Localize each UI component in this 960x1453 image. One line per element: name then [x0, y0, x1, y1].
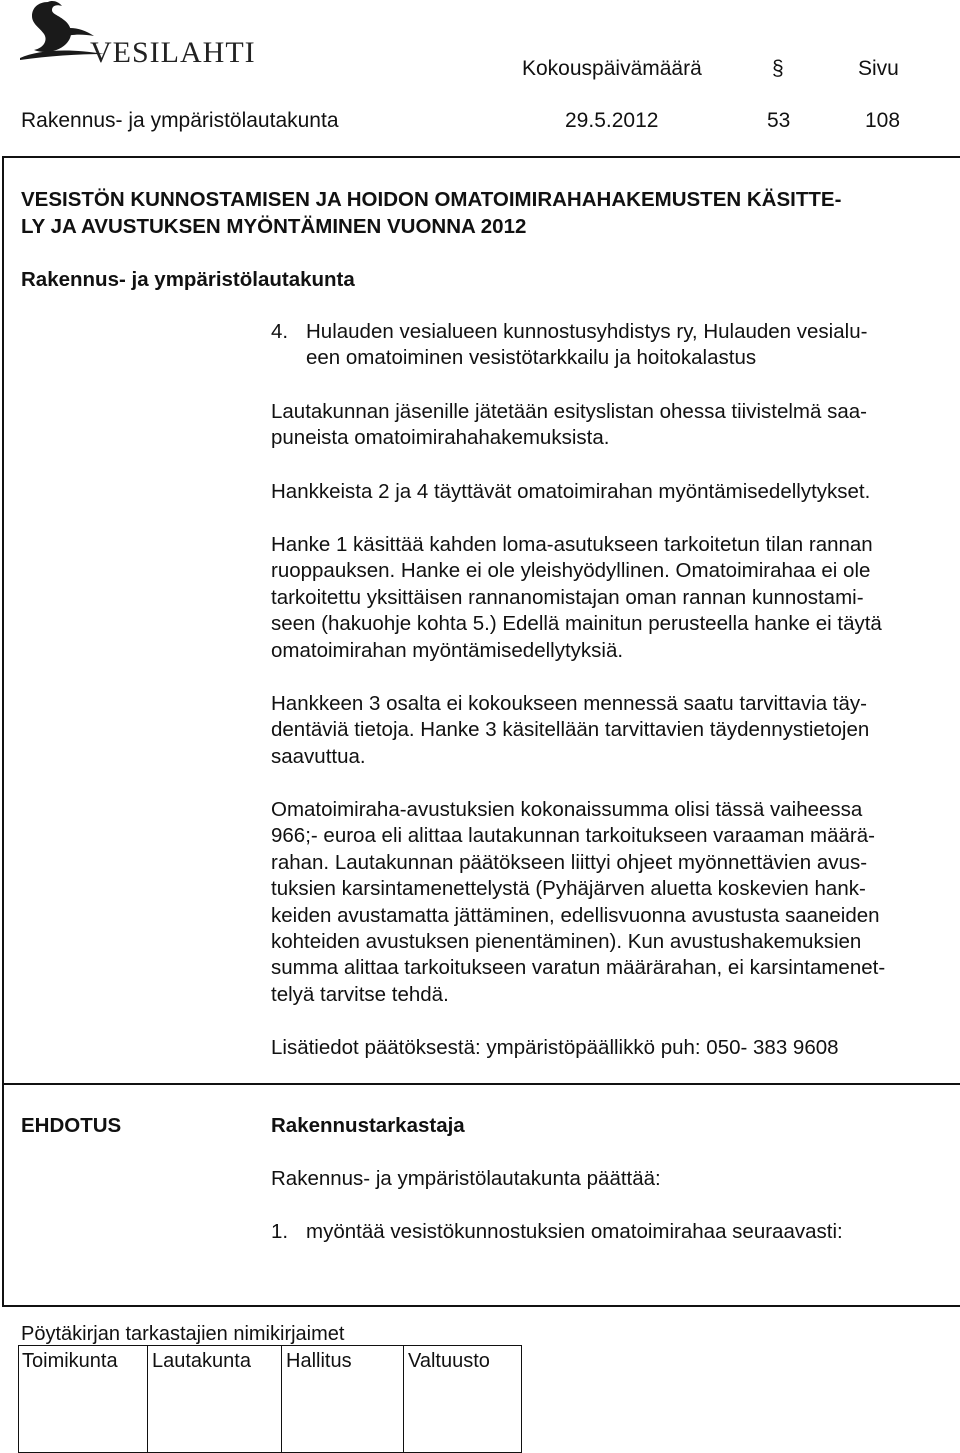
paragraph-line: ruoppauksen. Hanke ei ole yleishyödyllinen. Omatoimirahaa ei ole [271, 559, 871, 583]
paragraph-total-sum [271, 797, 955, 1008]
item-4-text [306, 319, 867, 372]
footer-rule [2, 1305, 960, 1307]
paragraph-line: omatoimirahan myöntämisedellytyksiä. [271, 638, 624, 662]
item-4-line-1: Hulauden vesialueen kunnostusyhdistys ry, Hulauden vesialu- [306, 320, 868, 343]
paragraph-contact-info [271, 1035, 955, 1061]
paragraph-line: Lisätiedot päätöksestä: ympäristöpäällikkö puh: 050- 383 9608 [271, 1036, 839, 1059]
paragraph-project-3 [271, 691, 955, 770]
header-date: 29.5.2012 [565, 109, 659, 132]
committee-heading: Rakennus- ja ympäristölautakunta [21, 268, 355, 291]
paragraph-line: tuksien karsintamenettelystä (Pyhäjärven aluetta koskevien hank- [271, 877, 866, 901]
initials-cell-valtuusto [404, 1346, 522, 1452]
paragraph-summary [271, 399, 955, 452]
paragraph-line: Hankkeen 3 osalta ei kokoukseen mennessä saatu tarvittavia täy- [271, 692, 867, 715]
initials-column-label: Hallitus [286, 1350, 352, 1372]
vesilahti-logo [18, 0, 258, 72]
paragraph-line: keiden avustamatta jättäminen, edellisvuonna avustusta saaneiden [271, 903, 880, 927]
paragraph-line: kohteiden avustuksen pienentäminen). Kun avustushakemuksien [271, 930, 862, 954]
left-border [2, 156, 4, 1306]
paragraph-line: rahan. Lautakunnan päätökseen liittyi ohjeet myönnettävien avus- [271, 850, 868, 874]
header-rule [2, 156, 960, 158]
paragraph-projects-2-4 [271, 479, 955, 505]
paragraph-line: summa alittaa tarkoitukseen varatun määrärahan, ei karsintamenet- [271, 956, 886, 980]
decision-intro: Rakennus- ja ympäristölautakunta päättää: [271, 1167, 661, 1190]
initials-table [18, 1345, 522, 1453]
title-line-1: VESISTÖN KUNNOSTAMISEN JA HOIDON OMATOIMIRAHAHAKEMUSTEN KÄSITTE- [21, 188, 842, 211]
date-label: Kokouspäivämäärä [522, 57, 702, 80]
paragraph-line: Lautakunnan jäsenille jätetään esityslistan ohessa tiivistelmä saa- [271, 400, 867, 423]
paragraph-line: telyä tarvitse tehdä. [271, 982, 449, 1006]
paragraph-line: Omatoimiraha-avustuksien kokonaissumma olisi tässä vaiheessa [271, 798, 863, 821]
paragraph-project-1 [271, 532, 955, 664]
paragraph-line: dentäviä tietoja. Hanke 3 käsitellään tarvittavien täydennystietojen [271, 718, 870, 742]
header-committee: Rakennus- ja ympäristölautakunta [21, 109, 339, 132]
initials-column-label: Lautakunta [152, 1350, 251, 1372]
paragraph-line: saavuttua. [271, 744, 366, 768]
paragraph-line: 966;- euroa eli alittaa lautakunnan tarkoitukseen varaaman määrä- [271, 824, 875, 848]
initials-column-label: Valtuusto [408, 1350, 490, 1372]
proposal-rule [2, 1083, 960, 1085]
section-mark: § [772, 57, 784, 80]
initials-label: Pöytäkirjan tarkastajien nimikirjaimet [21, 1323, 345, 1345]
item-4-line-2: een omatoiminen vesistötarkkailu ja hoitokalastus [306, 346, 757, 370]
initials-cell-hallitus [282, 1346, 404, 1452]
title-line-2: LY JA AVUSTUKSEN MYÖNTÄMINEN VUONNA 2012 [21, 214, 527, 238]
paragraph-line: puneista omatoimirahahakemuksista. [271, 426, 610, 450]
item-4-number: 4. [271, 320, 289, 343]
logo-wordmark: VESILAHTI [90, 36, 256, 69]
page-label: Sivu [858, 57, 899, 80]
decision-item-1-text: myöntää vesistökunnostuksien omatoimirahaa seuraavasti: [306, 1220, 843, 1243]
initials-cell-toimikunta [19, 1346, 148, 1452]
initials-column-label: Toimikunta [22, 1350, 118, 1372]
proposal-label: EHDOTUS [21, 1114, 122, 1137]
initials-cell-lautakunta [148, 1346, 282, 1452]
proposal-presenter: Rakennustarkastaja [271, 1114, 465, 1137]
header-section-number: 53 [767, 109, 791, 132]
paragraph-line: Hanke 1 käsittää kahden loma-asutukseen tarkoitetun tilan rannan [271, 533, 873, 556]
header-page-number: 108 [865, 109, 901, 132]
paragraph-line: seen (hakuohje kohta 5.) Edellä mainitun perusteella hanke ei täytä [271, 612, 882, 636]
paragraph-line: tarkoitettu yksittäisen rannanomistajan oman rannan kunnostami- [271, 585, 864, 609]
document-title [21, 187, 841, 240]
decision-item-1-number: 1. [271, 1220, 289, 1243]
paragraph-line: Hankkeista 2 ja 4 täyttävät omatoimirahan myöntämisedellytykset. [271, 480, 871, 503]
